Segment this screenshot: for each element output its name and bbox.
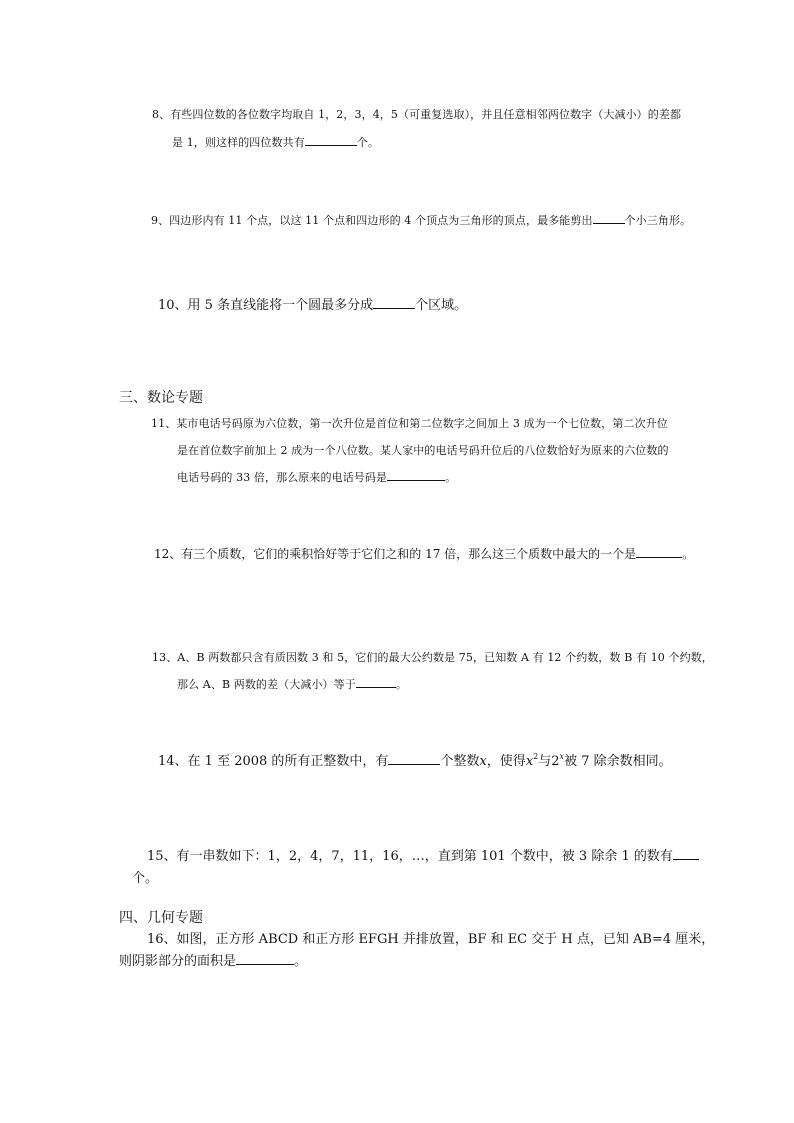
q16-end: 。 [294, 954, 308, 969]
q11-end: 。 [445, 471, 457, 484]
q8-line2-text: 是 1，则这样的四位数共有 [172, 136, 305, 149]
q10-line [158, 299, 467, 312]
q13-answer-blank [356, 686, 396, 688]
q9-line [151, 215, 691, 226]
q8-line1: 8、有些四位数的各位数字均取自 1，2，3，4，5（可重复选取），并且任意相邻两位数字（大减小）的差都 [152, 108, 682, 121]
q14-end: 被 7 除余数相同。 [564, 754, 672, 769]
q14-two-power-base: 2 [551, 754, 560, 769]
q10-answer-blank [373, 307, 415, 309]
q12-text: 12、有三个质数，它们的乘积恰好等于它们之和的 17 倍，那么这三个质数中最大的一个是 [154, 547, 637, 561]
q8-line2-end: 个。 [356, 136, 379, 149]
q10-end: 个区域。 [415, 298, 468, 313]
q15-line2: 个。 [132, 871, 159, 886]
q14-yu-text: 与 [538, 754, 552, 769]
q11-line2: 是在首位数字前加上 2 成为一个八位数。某人家中的电话号码升位后的八位数恰好为原来的六位数的 [177, 444, 669, 457]
q11-answer-blank [387, 479, 445, 481]
q8-line2 [172, 137, 379, 148]
q15-line1 [147, 850, 699, 863]
section3-title: 三、数论专题 [119, 390, 203, 406]
q15-text: 15、有一串数如下：1，2，4，7，11，16，…，直到第 101 个数中，被 3 除余 1 的数有 [147, 849, 673, 864]
q14-comma-text: ，使得 [486, 754, 526, 769]
q16-answer-blank [236, 963, 294, 965]
q12-end: 。 [682, 547, 695, 561]
section4-title: 四、几何专题 [119, 910, 203, 926]
q14-x-squared-exponent: 2 [533, 752, 539, 761]
q11-line3 [177, 472, 456, 483]
q14-var-x: x [479, 754, 487, 769]
q9-end: 个小三角形。 [624, 214, 692, 227]
q9-text: 9、四边形内有 11 个点，以这 11 个点和四边形的 4 个顶点为三角形的顶点，最多能剪出 [151, 214, 593, 227]
q13-end: 。 [395, 678, 407, 691]
q10-text: 10、用 5 条直线能将一个圆最多分成 [158, 298, 374, 313]
q14-text: 14、在 1 至 2008 的所有正整数中，有 [158, 754, 389, 769]
q16-line2-text: 则阴影部分的面积是 [119, 954, 237, 969]
q11-line3-text: 电话号码的 33 倍，那么原来的电话号码是 [177, 471, 388, 484]
q14-answer-blank [388, 763, 440, 765]
q14-x-squared-base: x [525, 754, 534, 769]
q9-answer-blank [593, 222, 625, 224]
q16-line1: 16、如图，正方形 ABCD 和正方形 EFGH 并排放置，BF 和 EC 交于 H 点，已知 AB=4 厘米， [147, 932, 715, 947]
q13-line2-text: 那么 A、B 两数的差（大减小）等于 [177, 678, 356, 691]
q13-line1: 13、A、B 两数都只含有质因数 3 和 5，它们的最大公约数是 75，已知数 A 有 12 个约数，数 B 有 10 个约数， [152, 651, 713, 664]
q15-answer-blank [673, 858, 699, 860]
q14-line [158, 752, 672, 769]
q14-mid-text: 个整数 [440, 754, 480, 769]
q11-line1: 11、某市电话号码原为六位数，第一次升位是首位和第二位数字之间加上 3 成为一个七位数，第二次升位 [151, 417, 668, 430]
q16-line2 [119, 955, 307, 968]
q8-answer-blank [305, 144, 357, 146]
q12-answer-blank [636, 556, 682, 558]
q13-line2 [177, 679, 407, 690]
q12-line [154, 548, 694, 560]
q14-two-power-exponent: x [559, 752, 565, 761]
